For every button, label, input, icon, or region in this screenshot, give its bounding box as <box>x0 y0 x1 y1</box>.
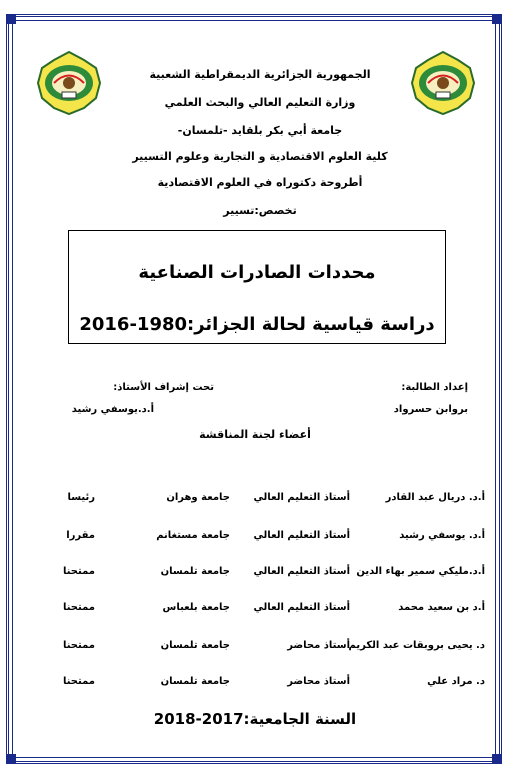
member-university: جامعة مستغانم <box>156 530 230 541</box>
member-name: أ.د. دريال عبد القادر <box>385 492 485 503</box>
committee-row <box>0 530 510 548</box>
student-name: بروابن حسرواد <box>393 404 468 415</box>
header-line-ministry: وزارة التعليم العالي والبحث العلمي <box>164 96 356 109</box>
member-rank: أستاذ التعليم العالي <box>253 492 350 503</box>
member-role: ممتحنا <box>62 640 95 651</box>
header-line-specialty: تخصص:تسيير <box>223 204 297 217</box>
committee-row <box>0 492 510 510</box>
member-university: جامعة بلعباس <box>162 602 230 613</box>
member-rank: أستاذ محاضر <box>287 640 350 651</box>
committee-row <box>0 566 510 584</box>
student-label: إعداد الطالبة: <box>401 382 468 393</box>
member-name: د. مراد علي <box>427 676 485 687</box>
thesis-title: محددات الصادرات الصناعية <box>138 262 376 283</box>
corner-ornament <box>6 754 16 764</box>
supervisor-label: تحت إشراف الأستاذ: <box>113 382 214 393</box>
member-role: ممتحنا <box>62 676 95 687</box>
member-role: مقررا <box>66 530 95 541</box>
member-rank: أستاذ التعليم العالي <box>253 566 350 577</box>
member-name: أ.د بن سعيد محمد <box>398 602 485 613</box>
university-emblem-left <box>36 50 102 116</box>
header-line-thesis: أطروحة دكتوراه في العلوم الاقتصادية <box>157 176 363 189</box>
academic-year: السنة الجامعية:2017-2018 <box>153 710 357 728</box>
member-university: جامعة تلمسان <box>160 676 230 687</box>
committee-title: أعضاء لجنة المناقشة <box>199 428 311 441</box>
member-role: ممتحنا <box>62 566 95 577</box>
member-name: أ.د.مليكي سمير بهاء الدين <box>356 566 485 577</box>
member-rank: أستاذ محاضر <box>287 676 350 687</box>
member-rank: أستاذ التعليم العالي <box>253 602 350 613</box>
header-line-republic: الجمهورية الجزائرية الديمقراطية الشعبية <box>149 68 371 81</box>
member-role: رئيسا <box>67 492 95 503</box>
member-rank: أستاذ التعليم العالي <box>253 530 350 541</box>
university-emblem-right <box>410 50 476 116</box>
corner-ornament <box>6 14 16 24</box>
member-name: أ.د. يوسفي رشيد <box>399 530 485 541</box>
committee-row <box>0 602 510 620</box>
corner-ornament <box>492 754 502 764</box>
member-university: جامعة تلمسان <box>160 640 230 651</box>
member-university: جامعة وهران <box>166 492 230 503</box>
header-line-university: جامعة أبي بكر بلقايد -تلمسان- <box>177 124 343 137</box>
header-line-faculty: كلية العلوم الاقتصادية و التجارية وعلوم التسيير <box>132 150 388 163</box>
corner-ornament <box>492 14 502 24</box>
thesis-subtitle: دراسة قياسية لحالة الجزائر:1980-2016 <box>79 314 435 335</box>
member-university: جامعة تلمسان <box>160 566 230 577</box>
member-role: ممتحنا <box>62 602 95 613</box>
member-name: د. يحيى بروبقات عبد الكريم <box>348 640 485 651</box>
committee-row <box>0 676 510 694</box>
supervisor-name: أ.د.يوسفي رشيد <box>71 404 154 415</box>
committee-row <box>0 640 510 658</box>
